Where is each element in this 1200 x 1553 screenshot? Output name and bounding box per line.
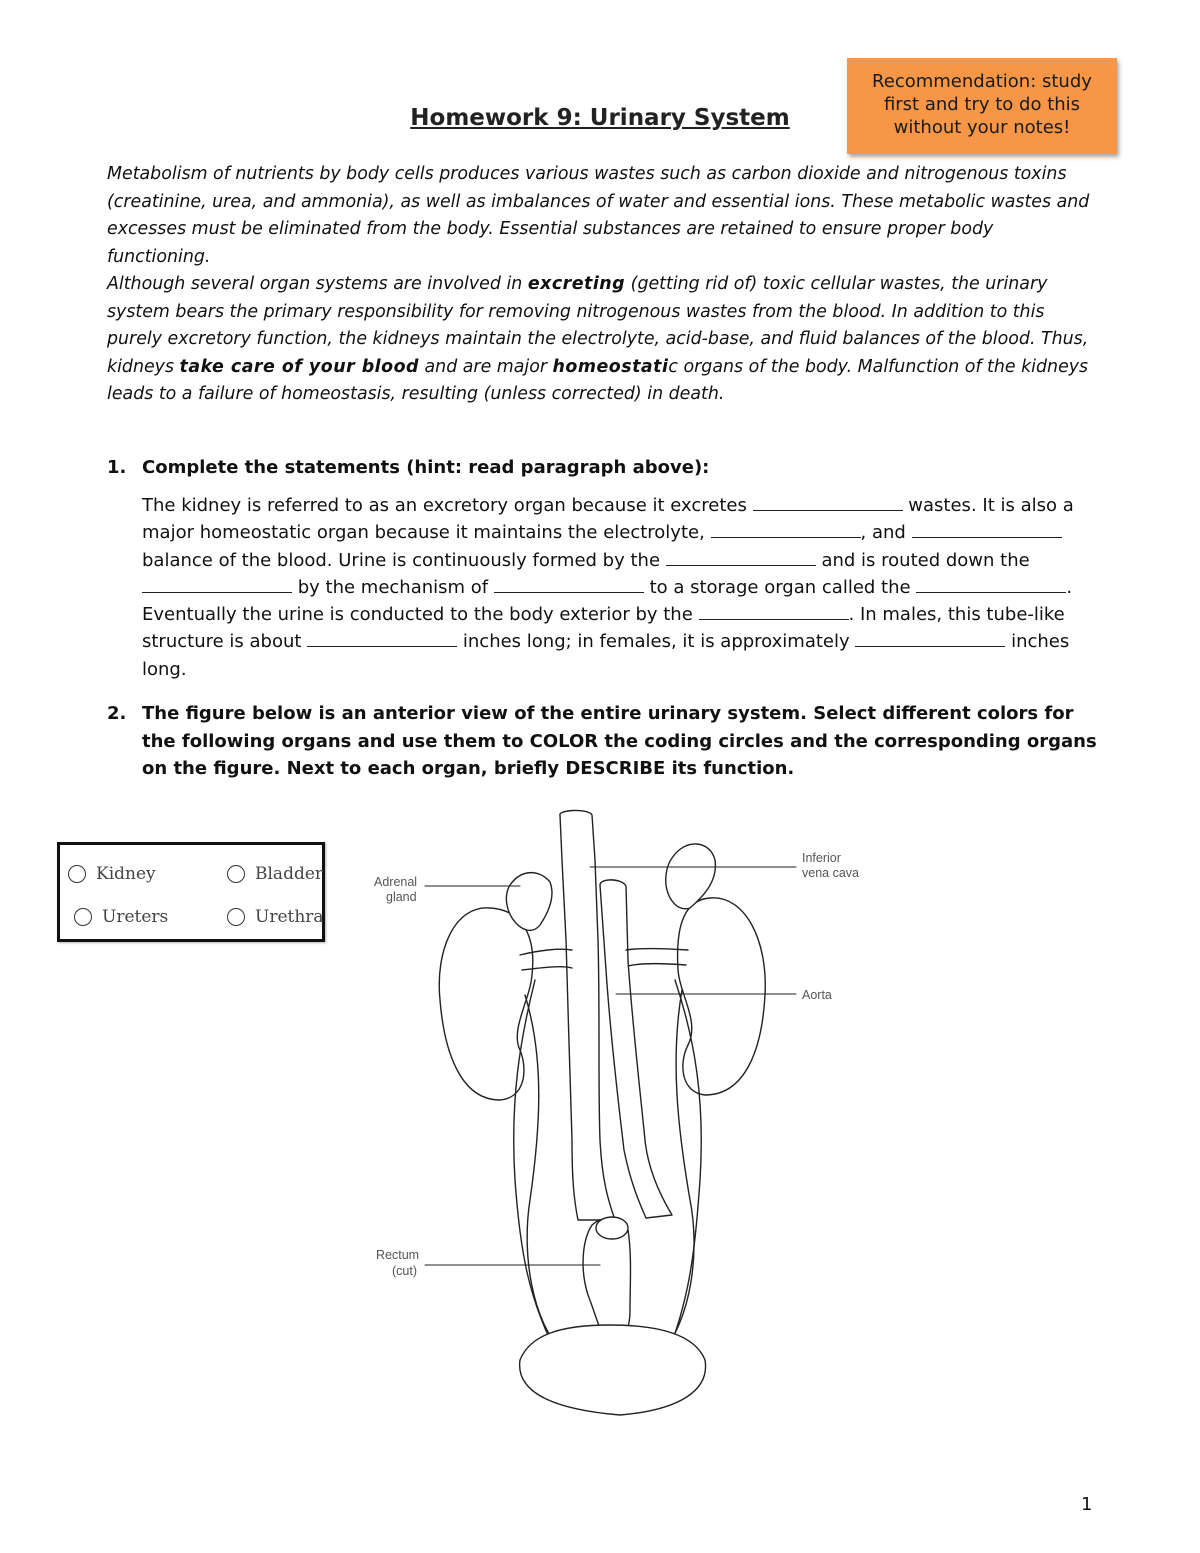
label-adrenal-line1: Adrenal (374, 875, 418, 889)
statement-text: , and (860, 522, 912, 544)
callout-line-3: without your notes! (893, 117, 1071, 138)
question-1-heading (107, 454, 1097, 482)
kidney-color-circle[interactable] (68, 865, 86, 883)
statement-text: to a storage organ called the (643, 576, 917, 598)
answer-blank-1[interactable] (753, 492, 903, 511)
statement-text: by the mechanism of (292, 576, 494, 598)
legend-item-bladder[interactable] (227, 864, 323, 884)
intro-paragraph-2 (107, 271, 1097, 409)
question-1-statements (142, 492, 1097, 683)
label-ivc-line1: Inferior (802, 851, 841, 865)
intro-p2-text-c: (getting rid of) toxic cellular wastes, the urinary system bears the primary responsibility for removing nitrogenous wastes from the blood. In addition to this purely excretory function, the kidneys maintain the electrolyte, acid-base, and fluid balances of the blood. Thus, kidneys (107, 274, 1089, 377)
page-title: Homework 9: Urinary System (410, 105, 790, 131)
intro-paragraph-1: Metabolism of nutrients by body cells produces various wastes such as carbon dioxide and nitrogenous toxins (creatinine, urea, and ammonia), as well as imbalances of water and essential ions. These metabolic wastes and excesses must be eliminated from the body. Essential substances are retained to ensure proper body functioning. (107, 164, 1090, 267)
legend-label-bladder: Bladder (255, 864, 324, 884)
answer-blank-7[interactable] (916, 574, 1066, 593)
label-aorta: Aorta (802, 988, 832, 1002)
question-2-number: 2. (107, 703, 127, 724)
page-number: 1 (1081, 1494, 1093, 1515)
keyword-homeostatic: homeostati (552, 356, 669, 377)
rectum-cut-opening (596, 1217, 628, 1239)
callout-line-2: first and try to do this (883, 94, 1081, 115)
statement-text: wastes. It is also a major homeostatic organ because it maintains the electrolyte, (142, 495, 1074, 544)
statement-text: balance of the blood. Urine is continuously formed by the (142, 549, 666, 571)
answer-blank-8[interactable] (699, 601, 849, 620)
legend-label-kidney: Kidney (96, 864, 156, 884)
inferior-vena-cava (560, 810, 615, 1220)
question-2-text: The figure below is an anterior view of the entire urinary system. Select different colors for the following organs and use them to COLOR the coding circles and the corresponding organs on the figure. Next to each organ, briefly DESCRIBE its function. (142, 703, 1097, 779)
statement-text: and is routed down the (815, 549, 1030, 571)
intro-p2-text-g: c organs of the body. Malfunction of the kidneys leads to a failure of homeostasis, resulting (unless corrected) in death. (107, 356, 1089, 404)
legend-label-urethra: Urethra (255, 907, 324, 927)
color-legend (57, 842, 325, 942)
label-rectum-line1: Rectum (376, 1248, 420, 1262)
statement-text: . In males, this tube-like structure is about (142, 604, 1065, 653)
answer-blank-5[interactable] (142, 574, 292, 593)
statement-text: inches long. (142, 631, 1070, 680)
left-ureter (525, 995, 565, 1355)
answer-blank-9[interactable] (307, 628, 457, 647)
answer-blank-4[interactable] (666, 547, 816, 566)
answer-blank-10[interactable] (855, 628, 1005, 647)
statement-text: The kidney is referred to as an excretory organ because it excretes (142, 495, 753, 516)
question-1-number: 1. (107, 457, 127, 478)
legend-item-kidney[interactable] (68, 864, 156, 884)
statement-text: . Eventually the urine is conducted to the body exterior by the (142, 576, 1073, 626)
label-ivc-line2: vena cava (802, 866, 859, 880)
intro-p2-text-a: Although several organ systems are involved in (107, 274, 528, 294)
statement-text: inches long; in females, it is approximately (457, 631, 856, 653)
bladder-color-circle[interactable] (227, 865, 245, 883)
legend-label-ureters: Ureters (102, 907, 169, 927)
keyword-excreting: excreting (527, 274, 626, 294)
callout-line-1: Recommendation: study (872, 71, 1092, 92)
label-rectum-line2: (cut) (392, 1264, 417, 1278)
left-kidney (439, 908, 533, 1100)
legend-item-ureters[interactable] (74, 907, 168, 927)
question-2-heading (107, 700, 1097, 784)
label-adrenal-line2: gland (386, 890, 417, 904)
answer-blank-2[interactable] (711, 519, 861, 538)
legend-item-urethra[interactable] (227, 907, 324, 927)
bladder (520, 1325, 706, 1415)
urethra-color-circle[interactable] (227, 908, 245, 926)
ureters-color-circle[interactable] (74, 908, 92, 926)
urinary-system-figure (360, 800, 880, 1420)
answer-blank-3[interactable] (912, 519, 1062, 538)
aorta (600, 880, 672, 1218)
right-kidney (678, 898, 766, 1095)
answer-blank-6[interactable] (494, 574, 644, 593)
keyword-take-care: take care of your blood (179, 356, 419, 377)
intro-p2-text-e: and are major (418, 356, 553, 377)
question-1-text: Complete the statements (hint: read paragraph above): (142, 457, 710, 478)
